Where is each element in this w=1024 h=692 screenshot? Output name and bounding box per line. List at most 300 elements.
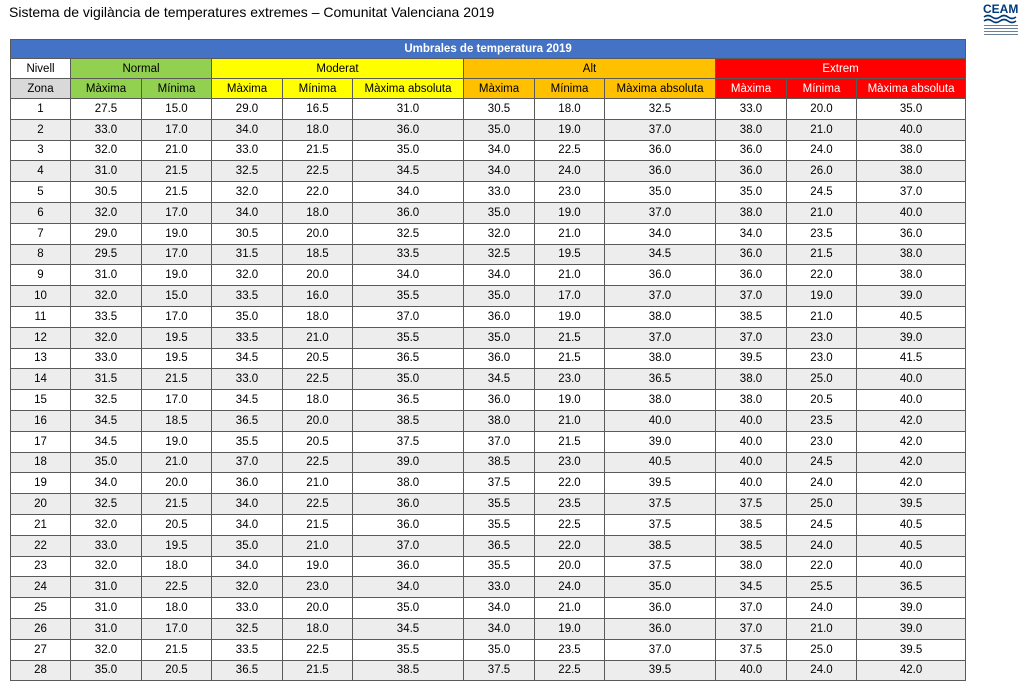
cell-zona: 27 <box>11 639 71 660</box>
cell-extrem-minima: 21.0 <box>787 202 857 223</box>
cell-normal-minima: 21.0 <box>142 452 212 473</box>
table-row <box>11 327 966 348</box>
cell-extrem-minima: 21.0 <box>787 618 857 639</box>
temperature-thresholds-table <box>10 39 966 681</box>
cell-alt-maxima-absoluta: 40.0 <box>605 410 716 431</box>
cell-extrem-maxima: 38.5 <box>716 535 787 556</box>
cell-moderat-minima: 20.0 <box>283 598 353 619</box>
cell-alt-minima: 22.5 <box>535 514 605 535</box>
cell-extrem-maxima-absoluta: 40.5 <box>857 514 966 535</box>
cell-normal-minima: 19.5 <box>142 535 212 556</box>
cell-alt-minima: 21.0 <box>535 410 605 431</box>
cell-moderat-maxima: 32.5 <box>212 161 283 182</box>
cell-moderat-minima: 21.5 <box>283 140 353 161</box>
cell-moderat-minima: 18.0 <box>283 618 353 639</box>
cell-extrem-maxima-absoluta: 40.0 <box>857 390 966 411</box>
cell-alt-maxima-absoluta: 36.5 <box>605 369 716 390</box>
cell-alt-maxima: 37.5 <box>464 473 535 494</box>
cell-moderat-maxima-absoluta: 38.5 <box>353 660 464 681</box>
cell-moderat-minima: 23.0 <box>283 577 353 598</box>
cell-moderat-maxima: 34.0 <box>212 494 283 515</box>
normal-maxima-header: Màxima <box>71 79 142 99</box>
cell-extrem-minima: 21.0 <box>787 119 857 140</box>
cell-alt-maxima-absoluta: 34.0 <box>605 223 716 244</box>
cell-extrem-maxima: 40.0 <box>716 452 787 473</box>
cell-normal-maxima: 34.0 <box>71 473 142 494</box>
table-row <box>11 494 966 515</box>
cell-normal-maxima: 32.0 <box>71 556 142 577</box>
cell-moderat-maxima: 33.5 <box>212 639 283 660</box>
cell-moderat-minima: 21.0 <box>283 535 353 556</box>
extrem-maxima-absoluta-header: Màxima absoluta <box>857 79 966 99</box>
cell-extrem-minima: 24.0 <box>787 535 857 556</box>
cell-alt-maxima: 34.0 <box>464 140 535 161</box>
cell-extrem-minima: 20.5 <box>787 390 857 411</box>
cell-normal-maxima: 33.0 <box>71 535 142 556</box>
cell-alt-maxima-absoluta: 32.5 <box>605 99 716 120</box>
cell-zona: 2 <box>11 119 71 140</box>
cell-moderat-maxima-absoluta: 34.0 <box>353 577 464 598</box>
cell-extrem-maxima-absoluta: 39.0 <box>857 286 966 307</box>
table-row <box>11 286 966 307</box>
cell-normal-maxima: 33.0 <box>71 119 142 140</box>
cell-normal-maxima: 31.5 <box>71 369 142 390</box>
cell-zona: 5 <box>11 182 71 203</box>
cell-normal-maxima: 27.5 <box>71 99 142 120</box>
cell-extrem-maxima-absoluta: 39.0 <box>857 327 966 348</box>
cell-normal-minima: 18.5 <box>142 410 212 431</box>
cell-normal-minima: 20.5 <box>142 514 212 535</box>
cell-moderat-minima: 20.5 <box>283 431 353 452</box>
cell-zona: 9 <box>11 265 71 286</box>
cell-alt-maxima: 35.5 <box>464 514 535 535</box>
cell-alt-maxima-absoluta: 36.0 <box>605 598 716 619</box>
cell-moderat-maxima-absoluta: 35.5 <box>353 639 464 660</box>
cell-alt-minima: 19.0 <box>535 202 605 223</box>
cell-moderat-maxima-absoluta: 35.5 <box>353 327 464 348</box>
cell-alt-maxima-absoluta: 36.0 <box>605 618 716 639</box>
cell-zona: 23 <box>11 556 71 577</box>
logo-text: CEAM <box>983 2 1019 16</box>
cell-moderat-maxima-absoluta: 36.0 <box>353 556 464 577</box>
cell-moderat-maxima: 33.0 <box>212 598 283 619</box>
cell-extrem-maxima-absoluta: 40.0 <box>857 369 966 390</box>
cell-moderat-maxima: 32.0 <box>212 182 283 203</box>
cell-zona: 13 <box>11 348 71 369</box>
cell-alt-minima: 19.0 <box>535 618 605 639</box>
cell-extrem-maxima: 38.0 <box>716 119 787 140</box>
table-row <box>11 639 966 660</box>
cell-zona: 19 <box>11 473 71 494</box>
cell-moderat-minima: 22.0 <box>283 182 353 203</box>
cell-extrem-maxima-absoluta: 36.5 <box>857 577 966 598</box>
table-row <box>11 223 966 244</box>
cell-alt-maxima: 34.0 <box>464 265 535 286</box>
cell-alt-minima: 23.0 <box>535 369 605 390</box>
cell-zona: 4 <box>11 161 71 182</box>
cell-extrem-maxima-absoluta: 42.0 <box>857 452 966 473</box>
table-row <box>11 265 966 286</box>
cell-extrem-minima: 21.0 <box>787 306 857 327</box>
cell-zona: 26 <box>11 618 71 639</box>
level-alt: Alt <box>464 59 716 79</box>
cell-normal-maxima: 31.0 <box>71 598 142 619</box>
cell-moderat-minima: 20.0 <box>283 265 353 286</box>
cell-extrem-maxima: 36.0 <box>716 265 787 286</box>
cell-alt-maxima-absoluta: 37.5 <box>605 494 716 515</box>
cell-zona: 6 <box>11 202 71 223</box>
cell-normal-minima: 18.0 <box>142 556 212 577</box>
cell-moderat-maxima-absoluta: 37.0 <box>353 535 464 556</box>
cell-alt-maxima-absoluta: 37.0 <box>605 202 716 223</box>
cell-normal-minima: 15.0 <box>142 286 212 307</box>
cell-extrem-minima: 23.0 <box>787 327 857 348</box>
cell-extrem-minima: 23.0 <box>787 431 857 452</box>
cell-extrem-maxima: 37.0 <box>716 286 787 307</box>
cell-moderat-maxima-absoluta: 38.5 <box>353 410 464 431</box>
cell-alt-maxima: 38.0 <box>464 410 535 431</box>
cell-normal-minima: 22.5 <box>142 577 212 598</box>
cell-extrem-maxima: 40.0 <box>716 660 787 681</box>
cell-moderat-maxima: 34.5 <box>212 348 283 369</box>
cell-moderat-maxima: 32.0 <box>212 265 283 286</box>
cell-alt-maxima: 32.5 <box>464 244 535 265</box>
cell-alt-minima: 24.0 <box>535 577 605 598</box>
table-row <box>11 390 966 411</box>
cell-extrem-minima: 24.0 <box>787 660 857 681</box>
cell-alt-maxima: 38.5 <box>464 452 535 473</box>
cell-alt-maxima: 35.0 <box>464 119 535 140</box>
table-row <box>11 535 966 556</box>
cell-zona: 10 <box>11 286 71 307</box>
cell-zona: 22 <box>11 535 71 556</box>
table-row <box>11 161 966 182</box>
cell-moderat-maxima-absoluta: 37.5 <box>353 431 464 452</box>
cell-extrem-maxima: 37.5 <box>716 494 787 515</box>
table-row <box>11 369 966 390</box>
cell-moderat-maxima-absoluta: 35.0 <box>353 598 464 619</box>
cell-alt-maxima: 35.0 <box>464 286 535 307</box>
cell-normal-maxima: 33.0 <box>71 348 142 369</box>
cell-alt-maxima: 37.0 <box>464 431 535 452</box>
cell-normal-maxima: 31.0 <box>71 577 142 598</box>
cell-moderat-minima: 18.0 <box>283 306 353 327</box>
cell-alt-maxima-absoluta: 38.0 <box>605 390 716 411</box>
cell-alt-maxima-absoluta: 38.0 <box>605 348 716 369</box>
cell-alt-maxima: 32.0 <box>464 223 535 244</box>
cell-normal-minima: 21.5 <box>142 639 212 660</box>
cell-normal-minima: 21.5 <box>142 369 212 390</box>
cell-alt-maxima: 34.0 <box>464 598 535 619</box>
cell-extrem-minima: 24.0 <box>787 598 857 619</box>
cell-normal-minima: 17.0 <box>142 390 212 411</box>
cell-alt-maxima-absoluta: 36.0 <box>605 265 716 286</box>
cell-moderat-minima: 20.0 <box>283 223 353 244</box>
cell-extrem-maxima: 34.0 <box>716 223 787 244</box>
cell-extrem-maxima-absoluta: 40.0 <box>857 202 966 223</box>
cell-extrem-minima: 24.0 <box>787 473 857 494</box>
extrem-minima-header: Mínima <box>787 79 857 99</box>
cell-normal-minima: 21.5 <box>142 161 212 182</box>
cell-normal-minima: 17.0 <box>142 202 212 223</box>
table-row <box>11 202 966 223</box>
cell-extrem-maxima-absoluta: 38.0 <box>857 140 966 161</box>
cell-zona: 14 <box>11 369 71 390</box>
cell-extrem-maxima: 37.0 <box>716 327 787 348</box>
cell-moderat-maxima-absoluta: 32.5 <box>353 223 464 244</box>
cell-alt-maxima-absoluta: 36.0 <box>605 161 716 182</box>
cell-alt-minima: 21.0 <box>535 598 605 619</box>
cell-extrem-maxima-absoluta: 38.0 <box>857 265 966 286</box>
cell-zona: 7 <box>11 223 71 244</box>
cell-extrem-maxima: 37.0 <box>716 618 787 639</box>
cell-moderat-maxima-absoluta: 36.0 <box>353 494 464 515</box>
table-row <box>11 140 966 161</box>
cell-moderat-minima: 16.5 <box>283 99 353 120</box>
cell-moderat-minima: 21.5 <box>283 660 353 681</box>
cell-zona: 20 <box>11 494 71 515</box>
cell-normal-minima: 19.0 <box>142 265 212 286</box>
cell-moderat-minima: 21.0 <box>283 473 353 494</box>
cell-alt-maxima-absoluta: 38.0 <box>605 306 716 327</box>
cell-extrem-maxima: 40.0 <box>716 473 787 494</box>
cell-moderat-maxima-absoluta: 34.5 <box>353 618 464 639</box>
cell-normal-maxima: 32.0 <box>71 286 142 307</box>
cell-alt-maxima: 35.0 <box>464 639 535 660</box>
cell-normal-minima: 17.0 <box>142 119 212 140</box>
table-row <box>11 119 966 140</box>
cell-extrem-maxima-absoluta: 39.0 <box>857 618 966 639</box>
cell-moderat-maxima: 36.5 <box>212 410 283 431</box>
cell-normal-maxima: 29.0 <box>71 223 142 244</box>
table-row <box>11 577 966 598</box>
cell-normal-maxima: 34.5 <box>71 410 142 431</box>
cell-extrem-maxima: 38.5 <box>716 306 787 327</box>
cell-extrem-minima: 25.0 <box>787 639 857 660</box>
cell-alt-minima: 21.5 <box>535 327 605 348</box>
cell-extrem-minima: 23.5 <box>787 410 857 431</box>
cell-zona: 17 <box>11 431 71 452</box>
level-normal: Normal <box>71 59 212 79</box>
cell-moderat-maxima: 37.0 <box>212 452 283 473</box>
cell-moderat-maxima: 35.0 <box>212 535 283 556</box>
cell-extrem-minima: 26.0 <box>787 161 857 182</box>
cell-alt-maxima-absoluta: 39.5 <box>605 473 716 494</box>
cell-zona: 12 <box>11 327 71 348</box>
cell-extrem-minima: 24.5 <box>787 452 857 473</box>
cell-moderat-maxima: 34.0 <box>212 514 283 535</box>
cell-zona: 16 <box>11 410 71 431</box>
cell-moderat-maxima: 33.0 <box>212 140 283 161</box>
cell-zona: 8 <box>11 244 71 265</box>
cell-alt-minima: 23.5 <box>535 639 605 660</box>
cell-extrem-maxima-absoluta: 41.5 <box>857 348 966 369</box>
cell-moderat-minima: 18.5 <box>283 244 353 265</box>
cell-alt-minima: 21.5 <box>535 348 605 369</box>
cell-extrem-maxima: 36.0 <box>716 161 787 182</box>
zone-label: Zona <box>11 79 71 99</box>
cell-alt-maxima-absoluta: 37.5 <box>605 514 716 535</box>
cell-extrem-maxima-absoluta: 38.0 <box>857 244 966 265</box>
cell-moderat-maxima: 33.5 <box>212 327 283 348</box>
cell-normal-maxima: 35.0 <box>71 660 142 681</box>
cell-extrem-minima: 20.0 <box>787 99 857 120</box>
cell-alt-maxima: 35.0 <box>464 327 535 348</box>
cell-moderat-maxima-absoluta: 35.5 <box>353 286 464 307</box>
cell-zona: 11 <box>11 306 71 327</box>
table-row <box>11 556 966 577</box>
cell-zona: 25 <box>11 598 71 619</box>
cell-alt-maxima-absoluta: 37.5 <box>605 556 716 577</box>
cell-moderat-maxima-absoluta: 31.0 <box>353 99 464 120</box>
cell-alt-maxima-absoluta: 40.5 <box>605 452 716 473</box>
cell-normal-maxima: 31.0 <box>71 618 142 639</box>
cell-extrem-maxima: 37.0 <box>716 598 787 619</box>
cell-alt-minima: 21.0 <box>535 265 605 286</box>
cell-extrem-maxima: 39.5 <box>716 348 787 369</box>
cell-moderat-minima: 18.0 <box>283 390 353 411</box>
cell-extrem-maxima-absoluta: 39.5 <box>857 639 966 660</box>
cell-alt-minima: 19.0 <box>535 390 605 411</box>
cell-alt-minima: 19.0 <box>535 306 605 327</box>
cell-moderat-maxima: 34.0 <box>212 202 283 223</box>
cell-extrem-maxima-absoluta: 35.0 <box>857 99 966 120</box>
cell-alt-minima: 23.5 <box>535 494 605 515</box>
cell-extrem-maxima: 33.0 <box>716 99 787 120</box>
moderat-maxima-header: Màxima <box>212 79 283 99</box>
cell-extrem-minima: 25.0 <box>787 494 857 515</box>
moderat-maxima-absoluta-header: Màxima absoluta <box>353 79 464 99</box>
cell-extrem-minima: 21.5 <box>787 244 857 265</box>
cell-extrem-minima: 25.5 <box>787 577 857 598</box>
cell-moderat-maxima-absoluta: 36.0 <box>353 514 464 535</box>
cell-moderat-minima: 18.0 <box>283 119 353 140</box>
cell-moderat-minima: 22.5 <box>283 494 353 515</box>
cell-normal-maxima: 30.5 <box>71 182 142 203</box>
cell-extrem-maxima-absoluta: 42.0 <box>857 660 966 681</box>
cell-extrem-maxima: 40.0 <box>716 410 787 431</box>
cell-normal-minima: 19.0 <box>142 431 212 452</box>
alt-maxima-absoluta-header: Màxima absoluta <box>605 79 716 99</box>
cell-normal-minima: 17.0 <box>142 618 212 639</box>
cell-moderat-minima: 20.0 <box>283 410 353 431</box>
cell-moderat-minima: 19.0 <box>283 556 353 577</box>
cell-normal-maxima: 33.5 <box>71 306 142 327</box>
cell-moderat-maxima: 35.5 <box>212 431 283 452</box>
cell-alt-maxima-absoluta: 38.5 <box>605 535 716 556</box>
cell-alt-maxima-absoluta: 34.5 <box>605 244 716 265</box>
cell-alt-maxima: 36.0 <box>464 390 535 411</box>
cell-zona: 18 <box>11 452 71 473</box>
cell-moderat-maxima: 35.0 <box>212 306 283 327</box>
cell-moderat-maxima-absoluta: 36.5 <box>353 390 464 411</box>
level-label: Nivell <box>11 59 71 79</box>
cell-alt-minima: 21.0 <box>535 223 605 244</box>
cell-extrem-maxima-absoluta: 39.5 <box>857 494 966 515</box>
cell-alt-maxima: 36.5 <box>464 535 535 556</box>
table-title: Umbrales de temperatura 2019 <box>11 40 966 59</box>
cell-moderat-maxima-absoluta: 34.0 <box>353 265 464 286</box>
cell-normal-minima: 21.5 <box>142 182 212 203</box>
cell-moderat-minima: 22.5 <box>283 161 353 182</box>
cell-normal-maxima: 32.0 <box>71 327 142 348</box>
cell-alt-maxima: 34.0 <box>464 161 535 182</box>
cell-alt-maxima-absoluta: 35.0 <box>605 182 716 203</box>
cell-extrem-maxima: 34.5 <box>716 577 787 598</box>
cell-moderat-maxima: 30.5 <box>212 223 283 244</box>
cell-alt-minima: 17.0 <box>535 286 605 307</box>
cell-alt-maxima-absoluta: 37.0 <box>605 119 716 140</box>
level-extrem: Extrem <box>716 59 966 79</box>
cell-moderat-maxima: 34.0 <box>212 119 283 140</box>
cell-moderat-minima: 18.0 <box>283 202 353 223</box>
cell-normal-minima: 17.0 <box>142 306 212 327</box>
table-row <box>11 182 966 203</box>
cell-alt-minima: 18.0 <box>535 99 605 120</box>
cell-normal-minima: 17.0 <box>142 244 212 265</box>
cell-normal-maxima: 32.5 <box>71 494 142 515</box>
cell-alt-minima: 24.0 <box>535 161 605 182</box>
alt-minima-header: Mínima <box>535 79 605 99</box>
cell-alt-maxima-absoluta: 35.0 <box>605 577 716 598</box>
table-row <box>11 99 966 120</box>
document-title: Sistema de vigilància de temperatures extremes – Comunitat Valenciana 2019 <box>9 4 495 20</box>
cell-normal-minima: 19.5 <box>142 348 212 369</box>
cell-normal-maxima: 32.0 <box>71 140 142 161</box>
cell-moderat-maxima: 36.5 <box>212 660 283 681</box>
cell-alt-maxima-absoluta: 37.0 <box>605 286 716 307</box>
cell-extrem-maxima-absoluta: 38.0 <box>857 161 966 182</box>
cell-extrem-minima: 22.0 <box>787 265 857 286</box>
cell-moderat-minima: 22.5 <box>283 452 353 473</box>
cell-moderat-maxima-absoluta: 35.0 <box>353 140 464 161</box>
cell-extrem-minima: 25.0 <box>787 369 857 390</box>
cell-alt-maxima: 35.0 <box>464 202 535 223</box>
table-row <box>11 473 966 494</box>
cell-alt-maxima-absoluta: 39.0 <box>605 431 716 452</box>
cell-moderat-minima: 21.0 <box>283 327 353 348</box>
alt-maxima-header: Màxima <box>464 79 535 99</box>
cell-alt-maxima: 34.5 <box>464 369 535 390</box>
cell-normal-minima: 20.0 <box>142 473 212 494</box>
table-row <box>11 598 966 619</box>
extrem-maxima-header: Màxima <box>716 79 787 99</box>
cell-moderat-maxima: 31.5 <box>212 244 283 265</box>
table-row <box>11 660 966 681</box>
cell-moderat-minima: 22.5 <box>283 369 353 390</box>
cell-normal-maxima: 35.0 <box>71 452 142 473</box>
cell-moderat-maxima: 34.5 <box>212 390 283 411</box>
cell-normal-maxima: 32.0 <box>71 639 142 660</box>
cell-moderat-maxima: 34.0 <box>212 556 283 577</box>
table-row <box>11 410 966 431</box>
cell-moderat-maxima-absoluta: 38.0 <box>353 473 464 494</box>
cell-extrem-maxima-absoluta: 40.0 <box>857 119 966 140</box>
moderat-minima-header: Mínima <box>283 79 353 99</box>
cell-alt-maxima-absoluta: 37.0 <box>605 639 716 660</box>
cell-normal-minima: 15.0 <box>142 99 212 120</box>
cell-moderat-maxima: 32.0 <box>212 577 283 598</box>
cell-extrem-minima: 22.0 <box>787 556 857 577</box>
cell-extrem-minima: 23.0 <box>787 348 857 369</box>
cell-zona: 21 <box>11 514 71 535</box>
table-row <box>11 306 966 327</box>
cell-extrem-minima: 24.0 <box>787 140 857 161</box>
cell-extrem-minima: 24.5 <box>787 182 857 203</box>
cell-extrem-maxima: 38.0 <box>716 202 787 223</box>
cell-moderat-maxima: 33.5 <box>212 286 283 307</box>
cell-moderat-maxima-absoluta: 34.5 <box>353 161 464 182</box>
